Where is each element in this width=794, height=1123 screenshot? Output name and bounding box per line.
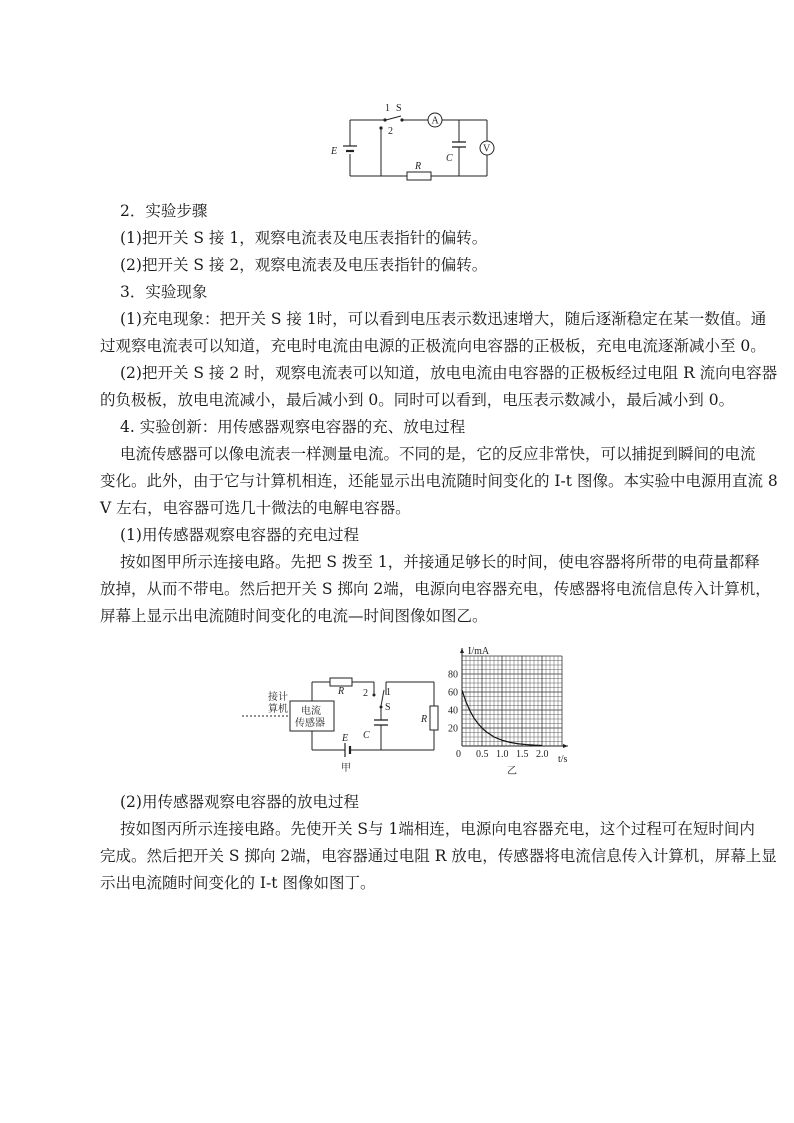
section-4-heading: 4. 实验创新：用传感器观察电容器的充、放电过程 bbox=[120, 418, 466, 436]
x-tick-label: 0 bbox=[456, 749, 461, 760]
chart-grid bbox=[462, 656, 562, 746]
x-tick-label: 1.0 bbox=[496, 749, 509, 760]
x-axis-label: t/s bbox=[558, 754, 568, 765]
sensor-label-line-1: 电流 bbox=[301, 706, 321, 717]
switch-label: S bbox=[396, 103, 402, 114]
switch-pos-1-label: 1 bbox=[385, 103, 390, 114]
section-3-p2-line-1: (2)把开关 S 接 2 时，观察电流表可以知道，放电电流由电容器的正极板经过电阻 R 流向电容器 bbox=[120, 364, 778, 382]
y-tick-label: 40 bbox=[448, 705, 458, 717]
subsection-2-line-3: 示出电流随时间变化的 I-t 图像如图丁。 bbox=[100, 874, 376, 892]
resistor-r1 bbox=[330, 678, 352, 686]
resistor-r2-label: R bbox=[421, 714, 428, 725]
section-3-p2-line-2: 的负极板，放电电流减小，最后减小到 0。同时可以看到，电压表示数减小，最后减小到 0。 bbox=[100, 391, 735, 409]
circuit-diagram-1 bbox=[325, 98, 495, 188]
section-2-step-2: (2)把开关 S 接 2，观察电流表及电压表指针的偏转。 bbox=[120, 256, 488, 274]
y-tick-label: 60 bbox=[448, 687, 458, 699]
switch-pos-2-label: 2 bbox=[388, 126, 393, 137]
current-time-chart bbox=[440, 643, 580, 778]
resistor-r2 bbox=[430, 706, 438, 730]
y-axis-label: I/mA bbox=[468, 646, 490, 657]
section-2-step-1: (1)把开关 S 接 1，观察电流表及电压表指针的偏转。 bbox=[120, 229, 488, 247]
subsection-2-line-2: 完成。然后把开关 S 掷向 2端，电容器通过电阻 R 放电，传感器将电流信息传入计算机，屏幕上显 bbox=[100, 847, 777, 865]
x-tick-label: 0.5 bbox=[476, 749, 489, 760]
figure-caption-jia: 甲 bbox=[341, 763, 351, 774]
switch-pos-2-label: 2 bbox=[363, 688, 368, 699]
subsection-1-line-3: 屏幕上显示出电流随时间变化的电流—时间图像如图乙。 bbox=[100, 607, 488, 625]
switch-blade bbox=[381, 690, 384, 706]
resistor-label: R bbox=[415, 161, 422, 172]
section-2-heading: 2．实验步骤 bbox=[120, 202, 208, 220]
y-tick-label: 20 bbox=[448, 723, 458, 735]
subsection-2-heading: (2)用传感器观察电容器的放电过程 bbox=[120, 793, 359, 811]
x-axis-arrow bbox=[563, 744, 568, 748]
sensor-label-line-2: 传感器 bbox=[295, 718, 325, 729]
section-4-intro-line-2: 变化。此外，由于它与计算机相连，还能显示出电流随时间变化的 I-t 图像。本实验中电源用直流 8 bbox=[100, 472, 778, 490]
section-3-p1-line-1: (1)充电现象：把开关 S 接 1时，可以看到电压表示数迅速增大，随后逐渐稳定在某一数值。通 bbox=[120, 310, 767, 328]
section-4-intro-line-1: 电流传感器可以像电流表一样测量电流。不同的是，它的反应非常快，可以捕捉到瞬间的电流 bbox=[120, 445, 756, 463]
switch-contact-2 bbox=[373, 694, 376, 697]
switch-pos-1-label: 1 bbox=[386, 687, 391, 698]
switch-blade bbox=[386, 116, 401, 120]
section-4-intro-line-3: V 左右，电容器可选几十微法的电解电容器。 bbox=[100, 499, 411, 517]
voltmeter-label: V bbox=[483, 143, 491, 155]
chart-caption: 乙 bbox=[507, 766, 517, 777]
computer-label-line-2: 算机 bbox=[268, 704, 288, 715]
y-axis-arrow bbox=[460, 648, 464, 653]
battery-label: E bbox=[331, 146, 338, 157]
capacitor-label: C bbox=[363, 730, 370, 741]
section-3-p1-line-2: 过观察电流表可以知道，充电时电流由电源的正极流向电容器的正极板，充电电流逐渐减小至 0。 bbox=[100, 337, 766, 355]
capacitor-label: C bbox=[446, 153, 453, 164]
computer-label-line-1: 接计 bbox=[268, 692, 288, 703]
resistor-r1-label: R bbox=[338, 686, 345, 697]
section-3-heading: 3．实验现象 bbox=[120, 283, 208, 301]
subsection-1-line-2: 放掉，从而不带电。然后把开关 S 掷向 2端，电源向电容器充电，传感器将电流信息传入计算机， bbox=[100, 580, 771, 598]
y-tick-label: 80 bbox=[448, 669, 458, 681]
subsection-1-line-1: 按如图甲所示连接电路。先把 S 拨至 1，并接通足够长的时间，使电容器将所带的电荷量都释 bbox=[120, 553, 760, 571]
resistor bbox=[407, 172, 431, 180]
subsection-1-heading: (1)用传感器观察电容器的充电过程 bbox=[120, 526, 359, 544]
ammeter-label: A bbox=[431, 115, 439, 127]
battery-label: E bbox=[342, 733, 349, 744]
x-tick-label: 2.0 bbox=[536, 749, 549, 760]
switch-label: S bbox=[385, 702, 391, 713]
circuit-diagram-jia bbox=[240, 662, 445, 780]
x-tick-label: 1.5 bbox=[516, 749, 529, 760]
subsection-2-line-1: 按如图丙所示连接电路。先使开关 S与 1端相连，电源向电容器充电，这个过程可在短时间内 bbox=[120, 820, 755, 838]
